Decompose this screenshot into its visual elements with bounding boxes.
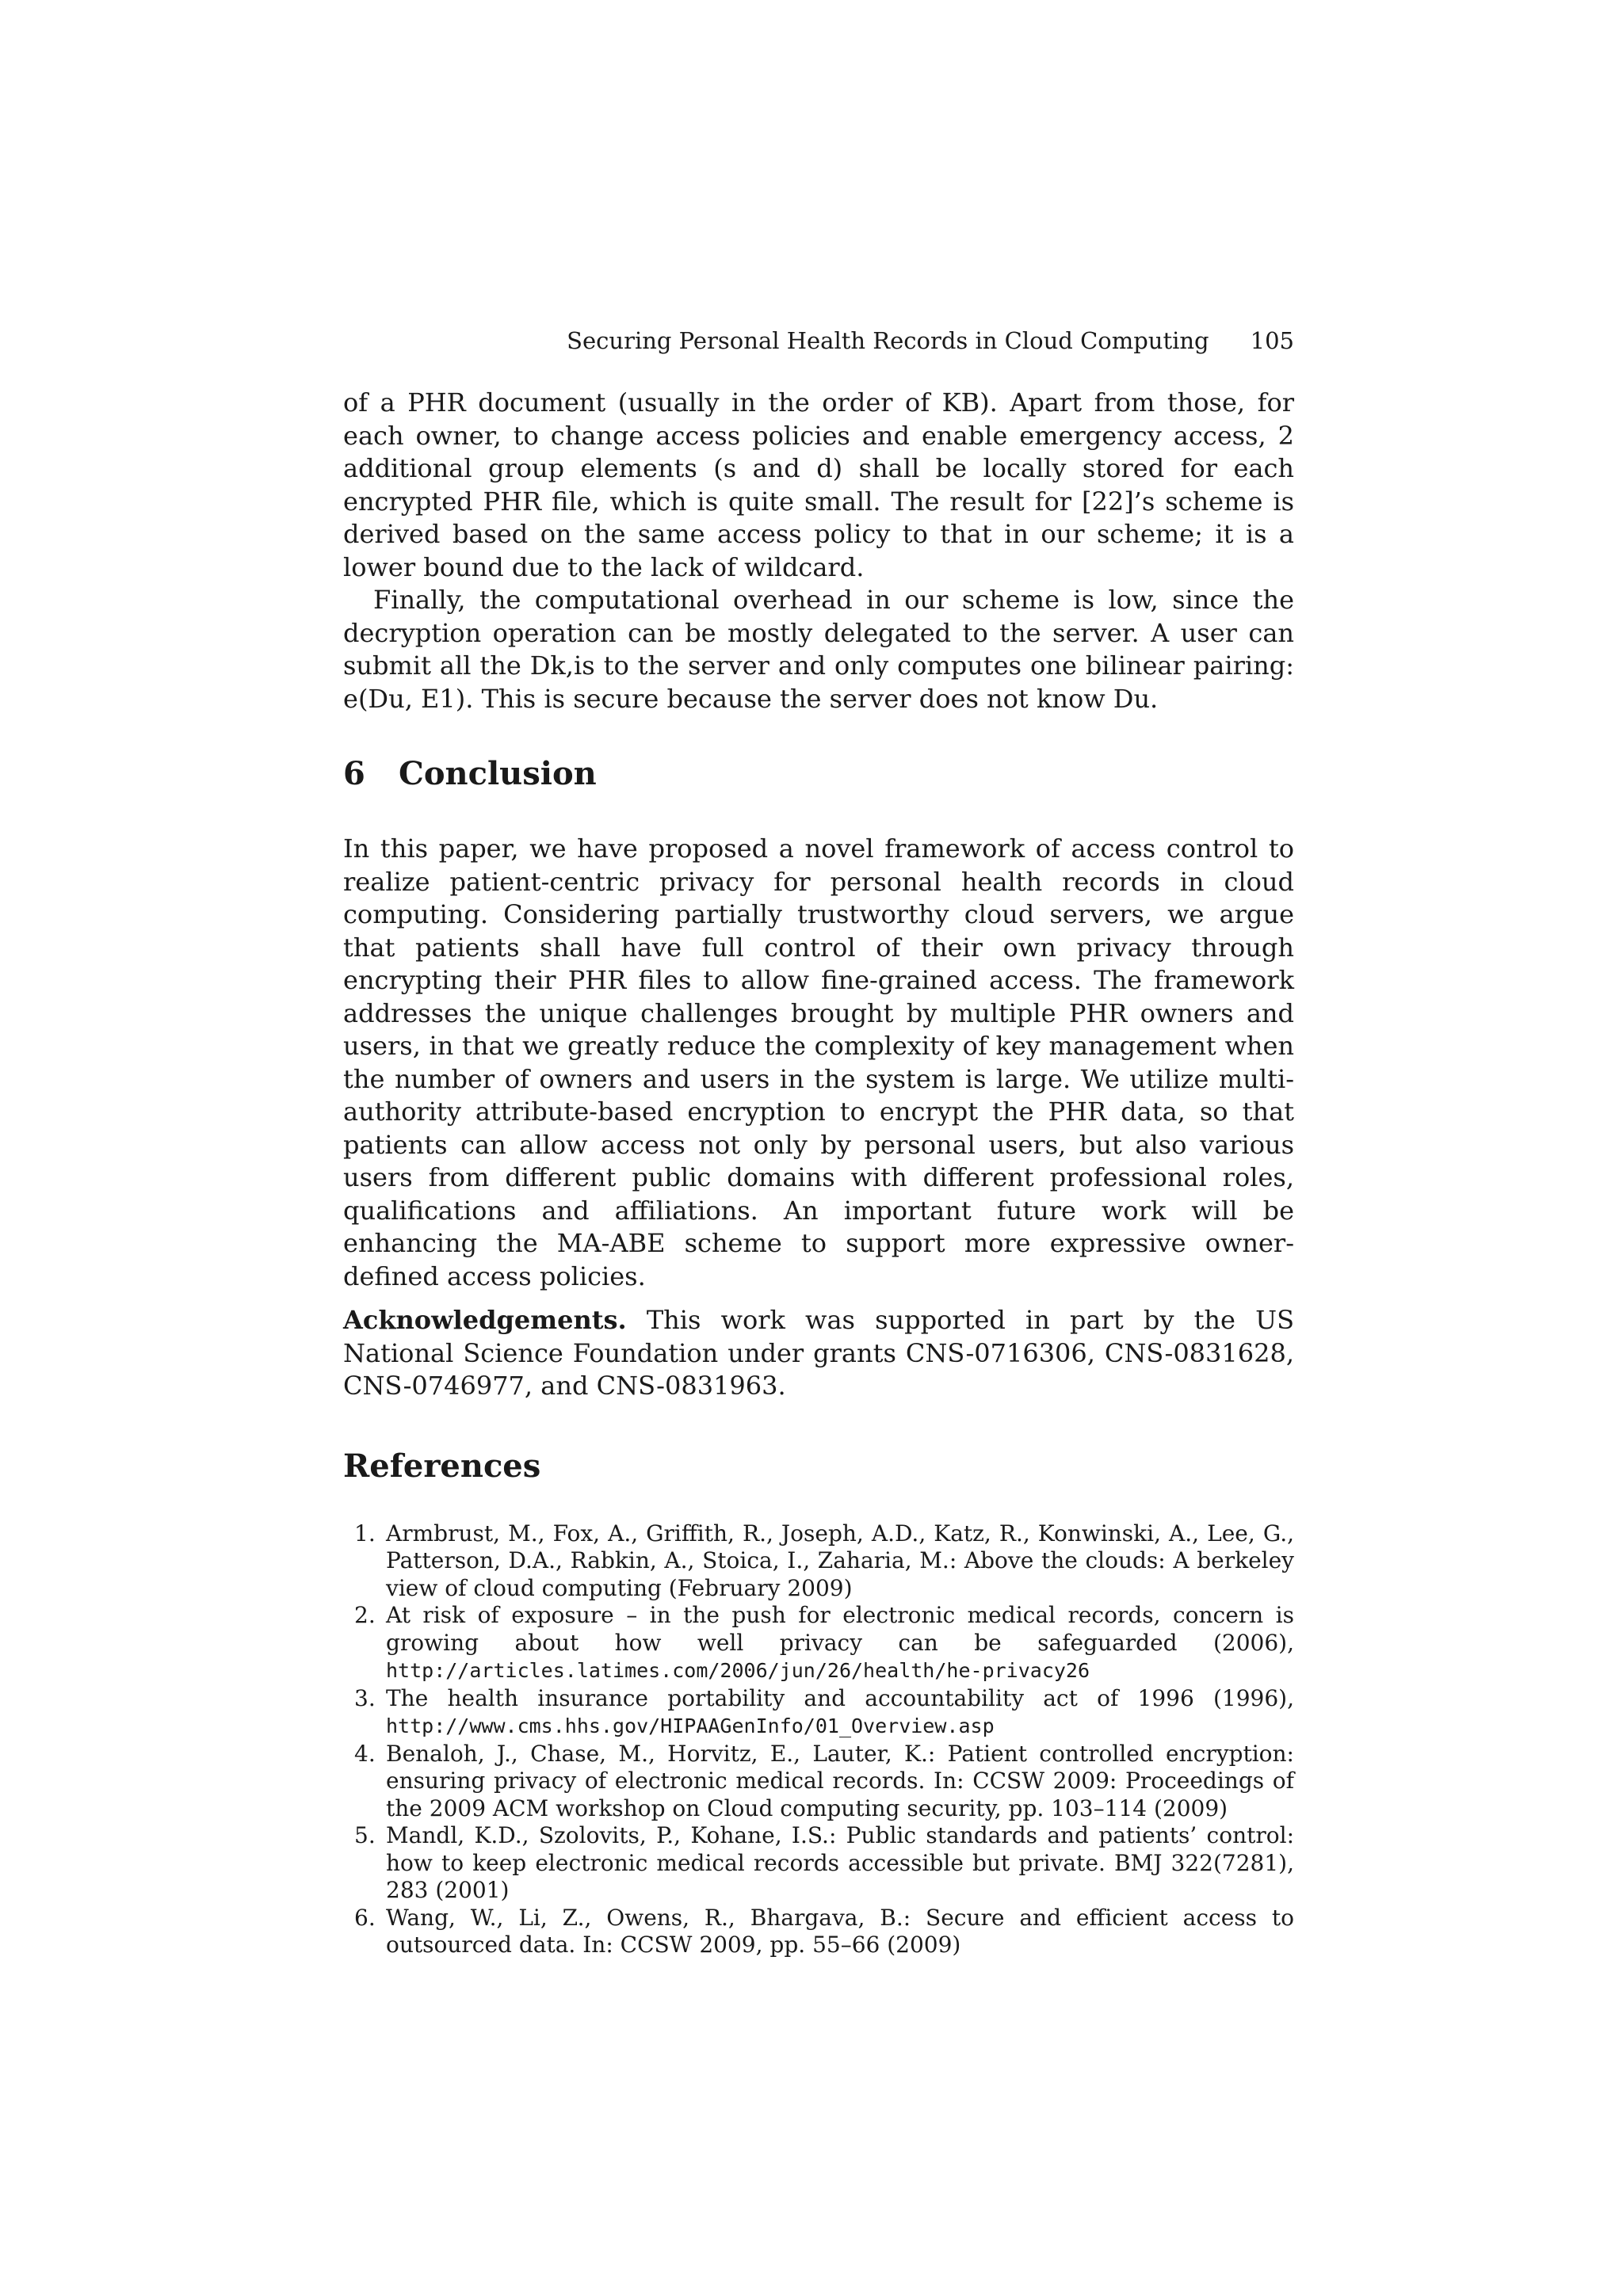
reference-text: At risk of exposure – in the push for electronic medical records, concern is growing about how well privacy can be safeguarded (2006), [386, 1602, 1294, 1656]
reference-url[interactable]: http://articles.latimes.com/2006/jun/26/health/he-privacy26 [386, 1659, 1090, 1682]
acknowledgements-text: This work was supported in part by the US National Science Foundation under grants CNS-0716306, CNS-0831628, CNS-0746977, and CNS-0831963. [343, 1305, 1295, 1401]
reference-url[interactable]: http://www.cms.hhs.gov/HIPAAGenInfo/01_Overview.asp [386, 1714, 995, 1737]
reference-item [343, 1822, 1294, 1905]
reference-text: The health insurance portability and accountability act of 1996 (1996), [386, 1684, 1294, 1711]
conclusion-paragraph: In this paper, we have proposed a novel framework of access control to realize patient-centric privacy for personal health records in cloud computing. Considering partially trustworthy cloud servers, we argue that patients shall have full control of their own privacy through encrypting their PHR files to allow fine-grained access. The framework addresses the unique challenges brought by multiple PHR owners and users, in that we greatly reduce the complexity of key management when the number of owners and users in the system is large. We utilize multi-authority attribute-based encryption to encrypt the PHR data, so that patients can allow access not only by personal users, but also various users from different public domains with different professional roles, qualifications and affiliations. An important future work will be enhancing the MA-ABE scheme to support more expressive owner-defined access policies. [343, 833, 1294, 1291]
reference-number: 5. [354, 1822, 376, 1848]
reference-text: Benaloh, J., Chase, M., Horvitz, E., Lauter, K.: Patient controlled encryption: ensuring privacy of electronic medical records. In: CCSW 2009: Proceedings of the 2009 ACM workshop on Cloud computing security, pp. 103–114 (2009) [386, 1740, 1294, 1821]
reference-item [343, 1520, 1294, 1603]
section-heading [343, 752, 1294, 796]
body-paragraph-computation: Finally, the computational overhead in our scheme is low, since the decryption operation can be mostly delegated to the server. A user can submit all the Dk,is to the server and only computes one bilinear pairing: e(Du, E1). This is secure because the server does not know Du. [343, 585, 1294, 714]
reference-item [343, 1685, 1294, 1741]
page-number: 105 [1250, 327, 1294, 354]
reference-text: Mandl, K.D., Szolovits, P., Kohane, I.S.: Public standards and patients’ control: how to keep electronic medical records accessible but private. BMJ 322(7281), 283 (2001) [386, 1822, 1294, 1903]
references-list [343, 1520, 1294, 1959]
acknowledgements-label: Acknowledgements. [343, 1305, 627, 1335]
section-title: Conclusion [399, 755, 597, 792]
body-paragraph-storage: of a PHR document (usually in the order of KB). Apart from those, for each owner, to change access policies and enable emergency access, 2 additional group elements (s and d) shall be locally stored for each encrypted PHR file, which is quite small. The result for [22]’s scheme is derived based on the same access policy to that in our scheme; it is a lower bound due to the lack of wildcard. [343, 387, 1294, 582]
reference-number: 4. [354, 1740, 376, 1767]
reference-item [343, 1602, 1294, 1685]
reference-number: 2. [354, 1602, 376, 1628]
reference-number: 6. [354, 1904, 376, 1931]
reference-item [343, 1741, 1294, 1823]
reference-item [343, 1905, 1294, 1959]
acknowledgements-paragraph [343, 1304, 1294, 1403]
references-heading: References [343, 1447, 541, 1485]
paper-page [343, 0, 1294, 2296]
reference-number: 1. [354, 1520, 376, 1547]
running-head [343, 320, 1294, 361]
section-number: 6 [343, 755, 365, 792]
reference-text: Armbrust, M., Fox, A., Griffith, R., Joseph, A.D., Katz, R., Konwinski, A., Lee, G., Patterson, D.A., Rabkin, A., Stoica, I., Zaharia, M.: Above the clouds: A berkeley view of cloud computing (February 2009) [386, 1520, 1294, 1601]
main-body [343, 387, 1294, 1959]
running-head-title: Securing Personal Health Records in Cloud Computing [567, 327, 1209, 354]
reference-number: 3. [354, 1684, 376, 1711]
reference-text: Wang, W., Li, Z., Owens, R., Bhargava, B.: Secure and efficient access to outsourced data. In: CCSW 2009, pp. 55–66 (2009) [386, 1904, 1294, 1958]
